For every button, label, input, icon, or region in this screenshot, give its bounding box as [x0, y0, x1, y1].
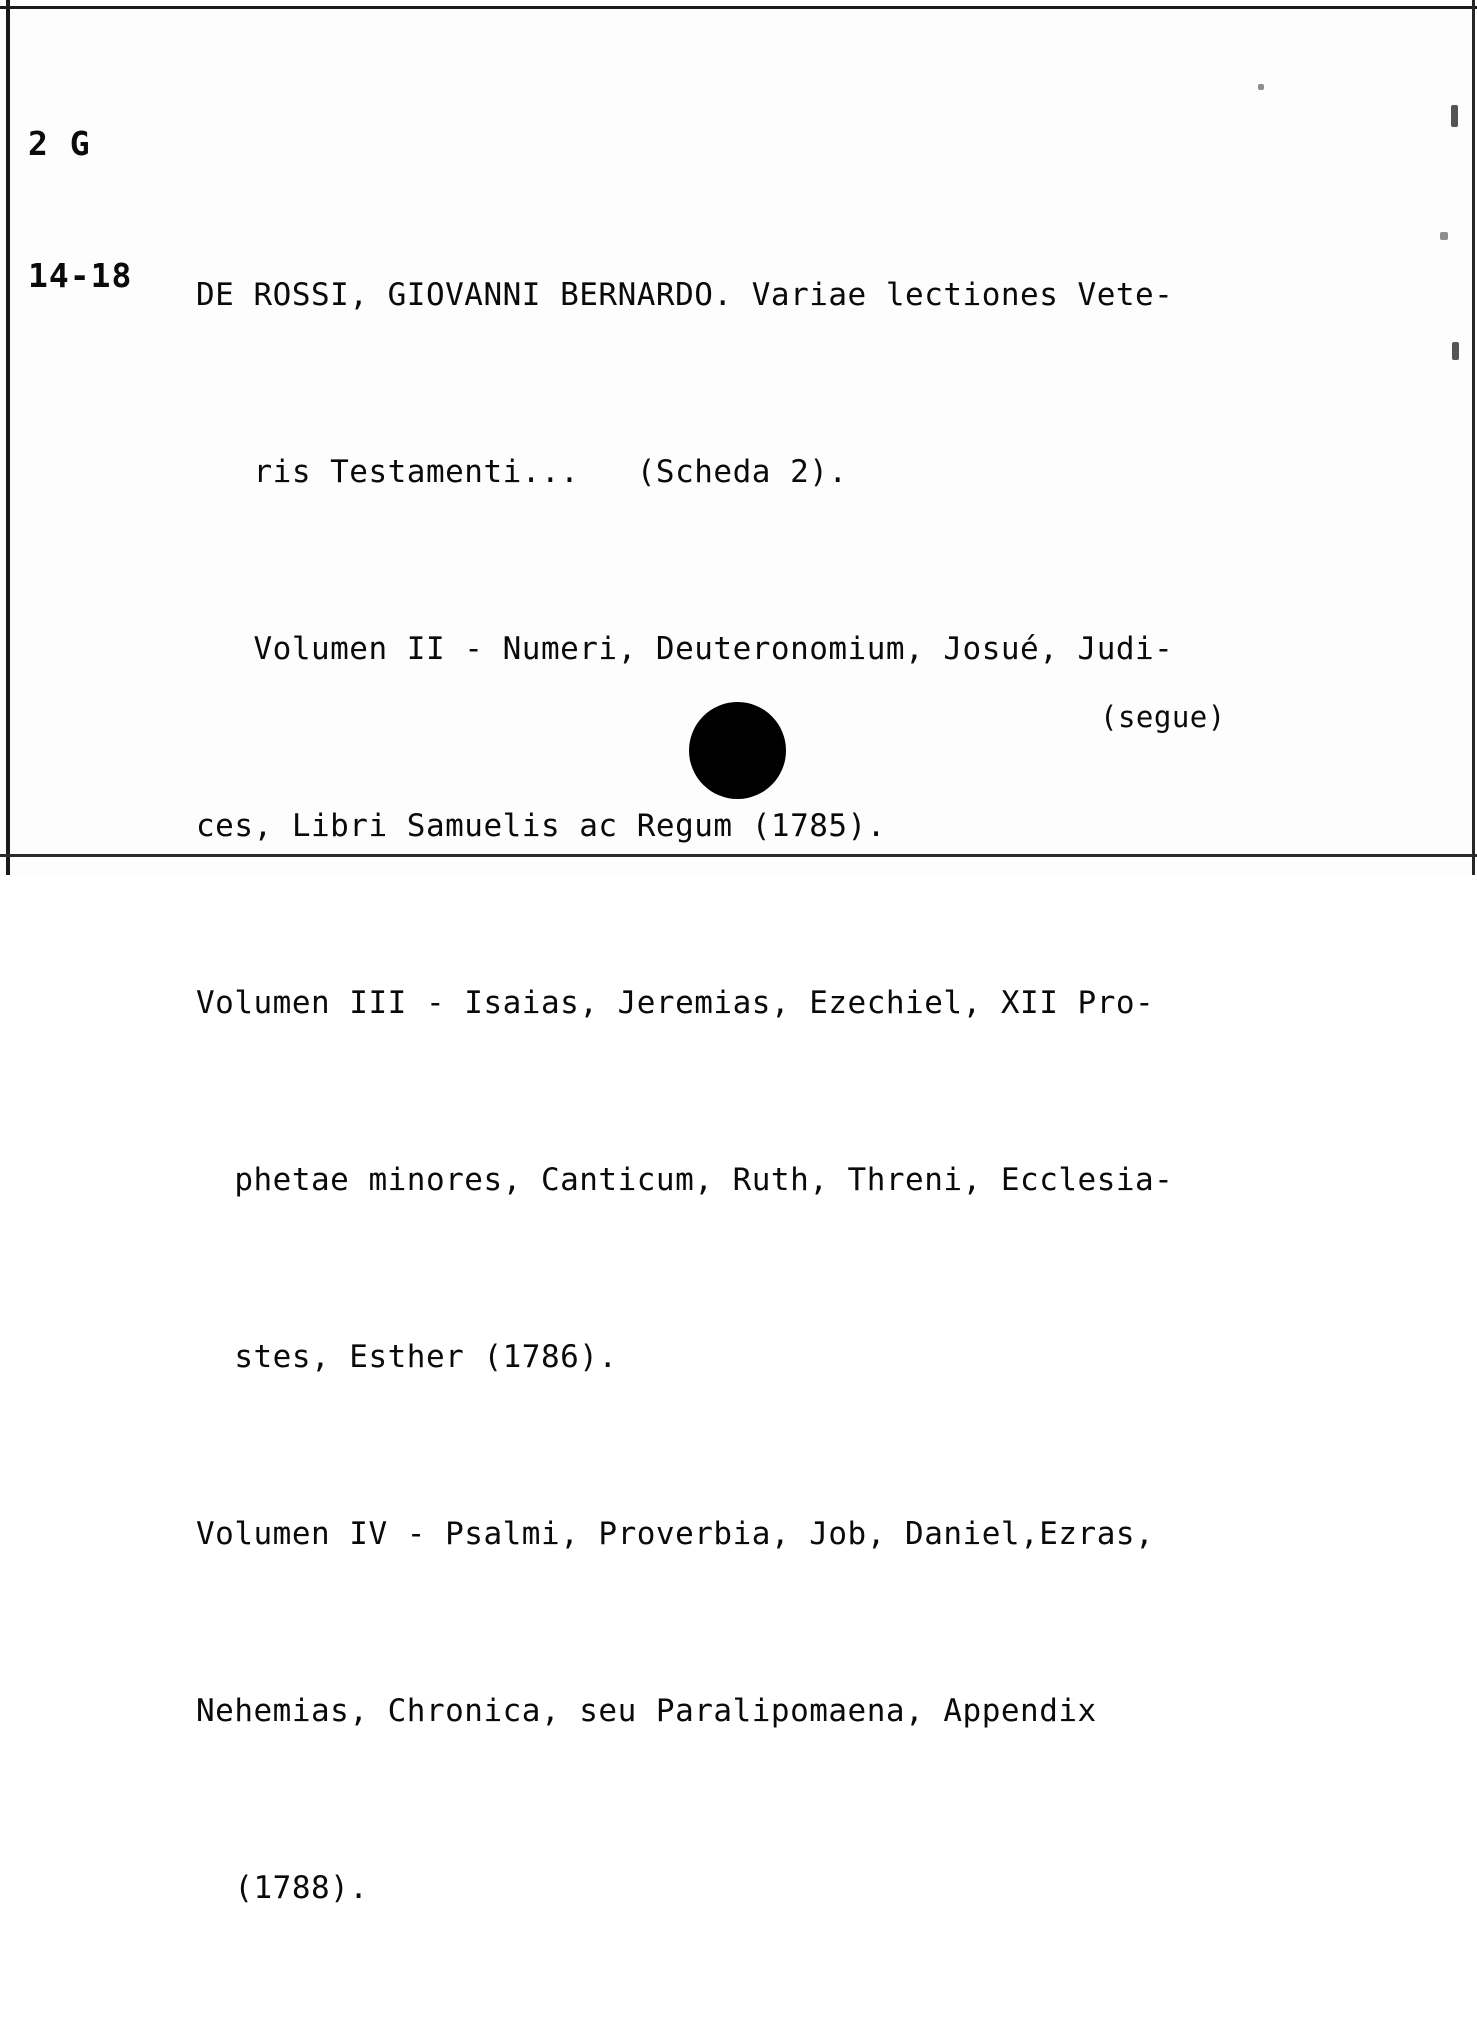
shelfmark [28, 34, 132, 386]
entry-line: (1788). [196, 1870, 369, 1906]
scan-speckle [1452, 342, 1459, 360]
entry-line: ces, Libri Samuelis ac Regum (1785). [196, 808, 886, 844]
entry-line: stes, Esther (1786). [196, 1339, 618, 1375]
shelfmark-line: 14-18 [28, 256, 133, 295]
scan-speckle [1451, 105, 1458, 127]
entry-line: Volumen II - Numeri, Deuteronomium, Josué, Judi- [196, 631, 1174, 667]
card-border-left [6, 0, 10, 875]
entry-line: DE ROSSI, GIOVANNI BERNARDO. Variae lectiones Vete- [196, 277, 1174, 313]
entry-line: Volumen III - Isaias, Jeremias, Ezechiel, XII Pro- [196, 985, 1155, 1021]
continuation-note: (segue) [1100, 700, 1226, 734]
card-border-top [0, 6, 1477, 9]
bibliographic-entry [196, 148, 1446, 2036]
card-border-right [1472, 0, 1475, 875]
shelfmark-line: 2 G [28, 124, 91, 163]
punch-hole-mark [689, 702, 786, 799]
entry-line: phetae minores, Canticum, Ruth, Threni, Ecclesia- [196, 1162, 1174, 1198]
entry-line: Volumen IV - Psalmi, Proverbia, Job, Daniel,Ezras, [196, 1516, 1155, 1552]
entry-line: ris Testamenti... (Scheda 2). [196, 454, 848, 490]
scan-speckle [1258, 84, 1264, 90]
entry-line: Nehemias, Chronica, seu Paralipomaena, Appendix [196, 1693, 1097, 1729]
